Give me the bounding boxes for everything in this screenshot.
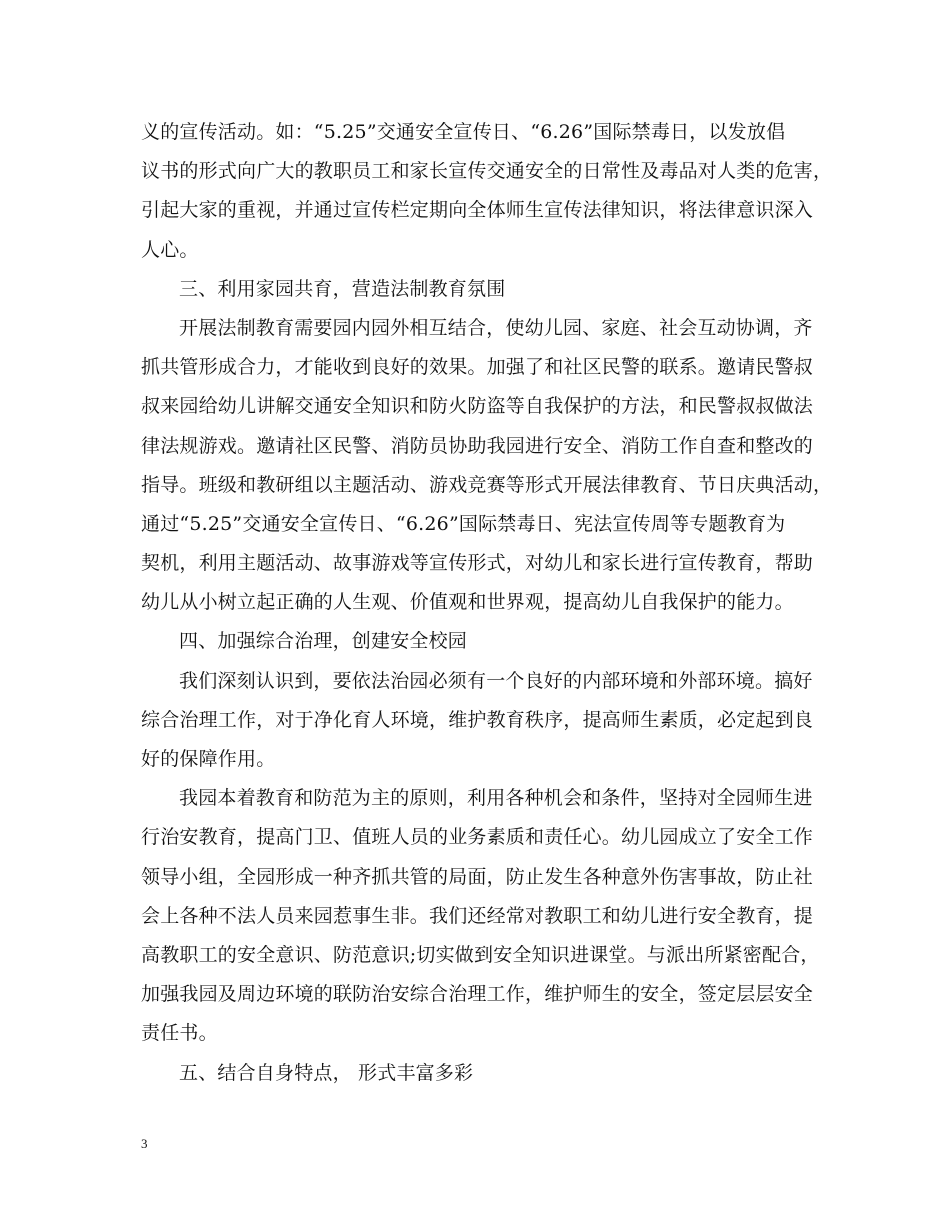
text-line-1: 义的宣传活动。如：“5.25”交通安全宣传日、“6.26”国际禁毒日，以发放倡 — [141, 121, 786, 143]
section-heading-3: 三、利用家园共育，营造法制教育氛围 — [179, 277, 506, 300]
text-line-16: 综合治理工作，对于净化育人环境，维护教育秩序，提高师生素质，必定起到良 — [141, 708, 814, 731]
text-line-2: 议书的形式向广大的教职员工和家长宣传交通安全的日常性及毒品对人类的危害， — [141, 160, 833, 183]
text-line-6: 开展法制教育需要园内园外相互结合，使幼儿园、家庭、社会互动协调，齐 — [179, 316, 813, 339]
section-heading-4: 四、加强综合治理，创建安全校园 — [179, 630, 468, 653]
text-line-21: 会上各种不法人员来园惹事生非。我们还经常对教职工和幼儿进行安全教育，提 — [141, 904, 814, 927]
text-line-10: 指导。班级和教研组以主题活动、游戏竞赛等形式开展法律教育、节日庆典活动， — [141, 473, 833, 496]
text-line-13: 幼儿从小树立起正确的人生观、价值观和世界观，提高幼儿自我保护的能力。 — [141, 591, 794, 614]
text-line-20: 领导小组，全园形成一种齐抓共管的局面，防止发生各种意外伤害事故，防止社 — [141, 865, 814, 888]
text-line-8: 叔来园给幼儿讲解交通安全知识和防火防盗等自我保护的方法，和民警叔叔做法 — [141, 395, 814, 418]
text-line-19: 行治安教育，提高门卫、值班人员的业务素质和责任心。幼儿园成立了安全工作 — [141, 826, 814, 849]
text-line-4: 人心。 — [141, 238, 199, 261]
text-line-7: 抓共管形成合力，才能收到良好的效果。加强了和社区民警的联系。邀请民警叔 — [141, 356, 814, 379]
page-number: 3 — [141, 1136, 148, 1151]
text-line-11: 通过“5.25”交通安全宣传日、“6.26”国际禁毒日、宪法宣传周等专题教育为 — [141, 512, 786, 535]
text-line-18: 我园本着教育和防范为主的原则，利用各种机会和条件，坚持对全园师生进 — [179, 787, 813, 810]
text-line-24: 责任书。 — [141, 1022, 218, 1045]
text-line-9: 律法规游戏。邀请社区民警、消防员协助我园进行安全、消防工作自查和整改的 — [141, 434, 814, 457]
text-line-22: 高教职工的安全意识、防范意识;切实做到安全知识进课堂。与派出所紧密配合， — [141, 943, 820, 966]
text-line-15: 我们深刻认识到，要依法治园必须有一个良好的内部环境和外部环境。搞好 — [179, 669, 813, 692]
section-heading-5: 五、结合自身特点， 形式丰富多彩 — [179, 1061, 474, 1084]
text-line-12: 契机，利用主题活动、故事游戏等宣传形式，对幼儿和家长进行宣传教育，帮助 — [141, 552, 814, 575]
text-line-3: 引起大家的重视，并通过宣传栏定期向全体师生宣传法律知识，将法律意识深入 — [141, 199, 814, 222]
document-body — [141, 113, 833, 1093]
text-line-23: 加强我园及周边环境的联防治安综合治理工作，维护师生的安全，签定层层安全 — [141, 983, 814, 1006]
text-line-17: 好的保障作用。 — [141, 748, 276, 770]
